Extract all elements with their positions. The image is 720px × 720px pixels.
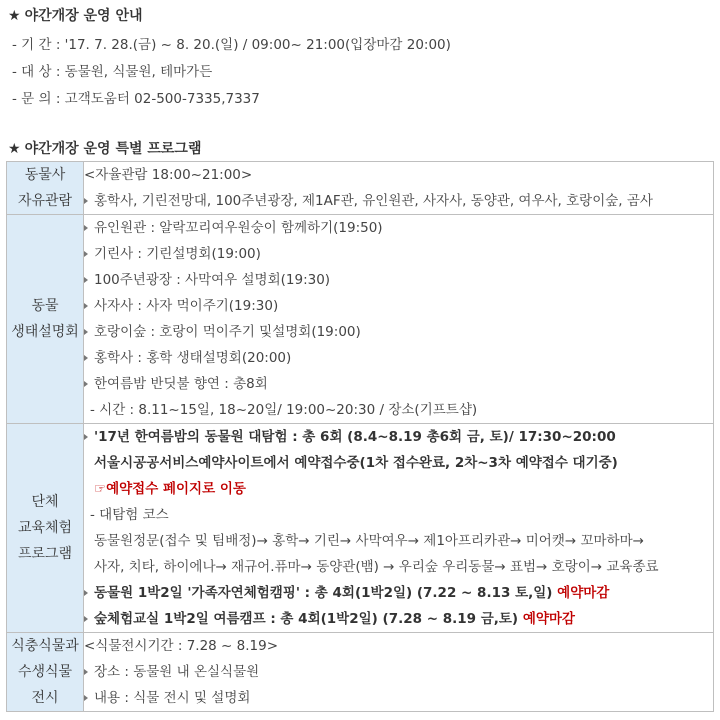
list-item-text: 홍학사 : 홍학 생태설명회(20:00) <box>94 350 292 366</box>
list-item <box>84 241 713 267</box>
triangle-bullet-icon <box>84 329 88 335</box>
category-label: 프로그램 <box>17 546 73 562</box>
content-cell <box>84 215 714 424</box>
program-heading <box>8 138 201 158</box>
list-item <box>84 319 713 345</box>
list-item-text: 동물원 1박2일 '가족자연체험캠핑' : 총 4회(1박2일) (7.22 ~ 8.13 토,일) <box>94 585 558 601</box>
content-cell <box>84 424 714 633</box>
content-cell <box>84 633 714 712</box>
list-item-text: 홍학사, 기린전망대, 100주년광장, 제1AF관, 유인원관, 사자사, 동양관, 여우사, 호랑이숲, 곰사 <box>94 193 653 209</box>
list-item: <식물전시기간 : 7.28 ~ 8.19> <box>84 638 279 654</box>
list-item-text: 장소 : 동물원 내 온실식물원 <box>94 664 260 680</box>
list-item: <자율관람 18:00~21:00> <box>84 167 253 183</box>
table-row <box>7 215 714 424</box>
list-item-text: 숲체험교실 1박2일 여름캠프 : 총 4회(1박2일) (7.28 ~ 8.19 금,토) <box>94 611 523 627</box>
list-item <box>84 293 713 319</box>
status-badge: 예약마감 <box>557 585 610 601</box>
triangle-bullet-icon <box>84 616 88 622</box>
reservation-link[interactable]: ☞예약접수 페이지로 이동 <box>94 481 246 497</box>
triangle-bullet-icon <box>84 355 88 361</box>
triangle-bullet-icon <box>84 434 88 440</box>
list-item <box>84 424 713 450</box>
list-item-text: '17년 한여름밤의 동물원 대탐험 : 총 6회 (8.4~8.19 총6회 금, 토)/ 17:30~20:00 <box>94 429 616 445</box>
list-item: 사자, 치타, 하이에나→ 재규어.퓨마→ 동양관(뱀) → 우리숲 우리동물→ 표범→ 호랑이→ 교육종료 <box>94 559 659 575</box>
star-icon: ★ <box>8 141 21 157</box>
category-label: 동물사 <box>24 167 66 183</box>
list-item <box>84 371 713 397</box>
triangle-bullet-icon <box>84 198 88 204</box>
list-item-text: 내용 : 식물 전시 및 설명회 <box>94 690 251 706</box>
category-label: 자유관람 <box>17 193 73 209</box>
list-item <box>84 188 713 214</box>
category-cell <box>7 633 84 712</box>
program-table <box>6 161 714 712</box>
notice-heading <box>8 5 143 25</box>
category-label: 수생식물 <box>17 664 73 680</box>
list-item-text: 사자사 : 사자 먹이주기(19:30) <box>94 298 279 314</box>
table-row <box>7 424 714 633</box>
list-item-text: 100주년광장 : 사막여우 설명회(19:30) <box>94 272 331 288</box>
triangle-bullet-icon <box>84 303 88 309</box>
category-cell <box>7 215 84 424</box>
category-label: 생태설명회 <box>11 324 79 340</box>
table-row <box>7 633 714 712</box>
list-item <box>84 345 713 371</box>
list-item <box>84 215 713 241</box>
category-label: 식충식물과 <box>11 638 79 654</box>
info-contact: - 문 의 : 고객도움터 02-500-7335,7337 <box>12 91 260 107</box>
list-item-text: 기린사 : 기린설명회(19:00) <box>94 246 261 262</box>
star-icon: ★ <box>8 8 21 24</box>
triangle-bullet-icon <box>84 225 88 231</box>
list-item: 서울시공공서비스예약사이트에서 예약접수중(1차 접수완료, 2차~3차 예약접수 대기중) <box>94 455 618 471</box>
list-item: - 대탐험 코스 <box>90 507 169 523</box>
list-item <box>84 685 713 711</box>
list-item-text: 한여름밤 반딧불 향연 : 총8회 <box>94 376 268 392</box>
triangle-bullet-icon <box>84 695 88 701</box>
category-cell <box>7 162 84 215</box>
list-item <box>84 606 713 632</box>
category-cell <box>7 424 84 633</box>
category-label: 교육체험 <box>17 520 73 536</box>
list-item-text: 호랑이숲 : 호랑이 먹이주기 및설명회(19:00) <box>94 324 361 340</box>
info-target: - 대 상 : 동물원, 식물원, 테마가든 <box>12 64 213 80</box>
triangle-bullet-icon <box>84 590 88 596</box>
category-label: 동물 <box>31 298 59 314</box>
list-item <box>84 267 713 293</box>
triangle-bullet-icon <box>84 277 88 283</box>
triangle-bullet-icon <box>84 669 88 675</box>
info-period: - 기 간 : '17. 7. 28.(금) ~ 8. 20.(일) / 09:00~ 21:00(입장마감 20:00) <box>12 37 451 53</box>
content-cell <box>84 162 714 215</box>
category-label: 단체 <box>31 494 59 510</box>
list-item-text: 유인원관 : 알락꼬리여우원숭이 함께하기(19:50) <box>94 220 383 236</box>
list-item <box>84 659 713 685</box>
program-title: 야간개장 운영 특별 프로그램 <box>24 141 202 157</box>
list-item <box>84 580 713 606</box>
table-row <box>7 162 714 215</box>
notice-title: 야간개장 운영 안내 <box>24 8 143 24</box>
triangle-bullet-icon <box>84 381 88 387</box>
category-label: 전시 <box>31 690 59 706</box>
list-item: - 시간 : 8.11~15일, 18~20일/ 19:00~20:30 / 장소(기프트샵) <box>90 402 478 418</box>
list-item: 동물원정문(접수 및 팀배정)→ 홍학→ 기린→ 사막여우→ 제1아프리카관→ 미어캣→ 꼬마하마→ <box>94 533 644 549</box>
triangle-bullet-icon <box>84 251 88 257</box>
status-badge: 예약마감 <box>522 611 575 627</box>
